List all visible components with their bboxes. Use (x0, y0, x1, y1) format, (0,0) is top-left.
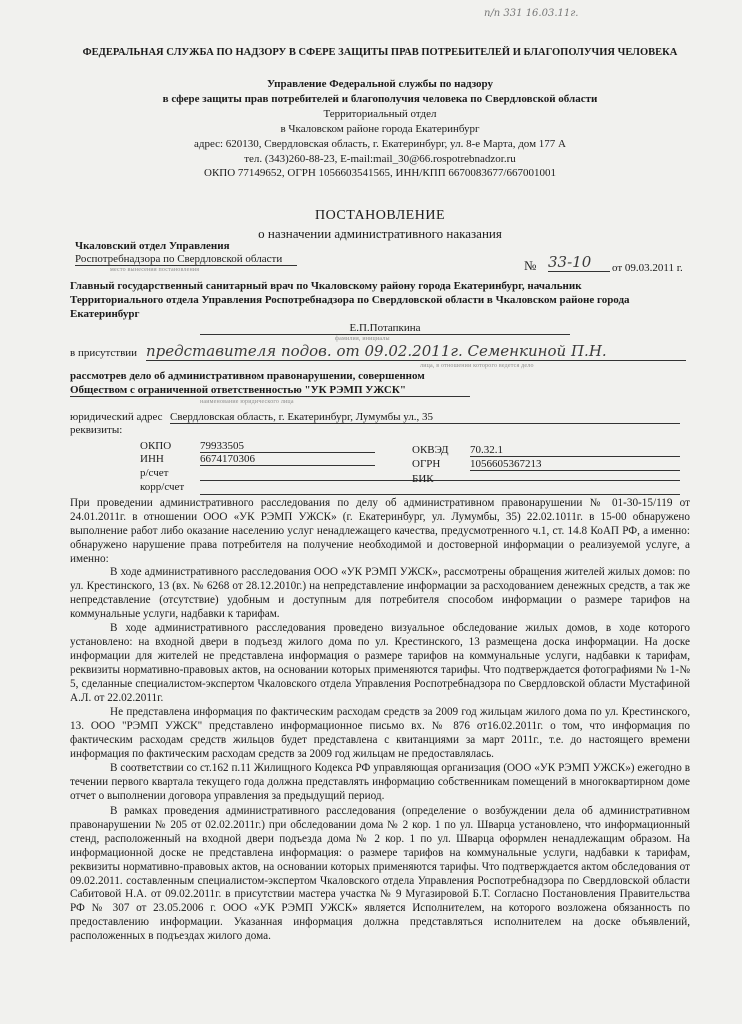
inn-label: ИНН (140, 453, 164, 465)
ogrn-value: 1056605367213 (470, 458, 680, 471)
department-line-1: Управление Федеральной службы по надзору (266, 78, 494, 90)
department-line-2: в сфере защиты прав потребителей и благополучия человека по Свердловской области (162, 93, 598, 105)
bik-label: БИК (412, 473, 434, 485)
department-line-4: в Чкаловском районе города Екатеринбург (280, 123, 480, 135)
considered-line-2: Обществом с ограниченной ответственностью "УК РЭМП УЖСК" (70, 384, 470, 397)
paragraph-5: В соответствии со ст.162 п.11 Жилищного Кодекса РФ управляющая организация (ООО «УК РЭМП УЖСК») ежегодно в течении первого квартала текущего года должна представлять информацию собственникам помещений в многоквартирном доме отчет о выполнении договора управления за предыдущий период. (70, 762, 690, 802)
legal-address-value: Свердловская область, г. Екатеринбург, Лумумбы ул., 35 (170, 411, 680, 424)
paragraph-3: В ходе административного расследования проведено визуальное обследование жилых домов, в ходе которого установлено: на входной двери в подъезд жилого дома по ул. Крестинского, 13 размещена доска информации. На доске информации для жителей не представлена информация о размере тарифов на коммунальные услуги, надбавки к тарифам, реквизиты нормативно-правовых актов, на основании которых применяются тарифы. Что подтверждается фотографиями № 1-№ 5, сделанные специалистом-экспертом Чкаловского отдела Управления Роспотребнадзора по Свердловской области Мустафиной А.Л. от 22.02.2011г. (70, 622, 690, 704)
place-caption: место вынесения постановления (110, 267, 200, 273)
department-address: адрес: 620130, Свердловская область, г. Екатеринбург, ул. 8-е Марта, дом 177 А (193, 138, 566, 150)
legal-address-label: юридический адрес (70, 411, 163, 423)
presence-caption: лица, в отношении которого ведется дело (420, 363, 534, 369)
agency-header: ФЕДЕРАЛЬНАЯ СЛУЖБА ПО НАДЗОРУ В СФЕРЕ ЗАЩИТЫ ПРАВ ПОТРЕБИТЕЛЕЙ И БЛАГОПОЛУЧИЯ ЧЕЛОВЕКА (82, 47, 678, 58)
paragraph-6: В рамках проведения административного расследования (определение о возбуждении дела об административном правонарушении № 205 от 02.02.2011г.) при обследовании дома № 2 кор. 1 по ул. Шварца установлено, что информационный стенд, расположенный на входной двери подъезда дома № 2 кор. 1 по ул. Шварца оформлен ненадлежащим образом. На информационной доске не представлена информация: о размере тарифов на коммунальные услуги, надбавки к тарифам, реквизиты нормативно-правовых актов, на основании которых применяются тарифы. Что подтверждается актом обследования от 09.02.2011. составленным специалистом-экспертом Чкаловского отдела Управления Роспотребнадзора по Свердловской области Сабитовой Н.А. от 09.02.2011г. в присутствии мастера участка № 9 Мугазировой Б.Т. Согласно Постановления Правительства РФ № 307 от 23.05.2006 г. ООО «УК РЭМП УЖСК» является Исполнителем, на которого возложена обязанность по предоставлению информации. Указанная информация должна представляться исполнителем на доске объявлений, расположенных в подъездах жилого дома. (70, 805, 690, 943)
official-line-1: Главный государственный санитарный врач по Чкаловскому району города Екатеринбург, начальник (70, 280, 582, 292)
document-subtitle: о назначении административного наказания (258, 226, 502, 241)
official-line-3: Екатеринбург (70, 308, 140, 320)
requisites-label: реквизиты: (70, 424, 123, 436)
department-phone: тел. (343)260-88-23, E-mail:mail_30@66.rospotrebnadzor.ru (244, 153, 516, 165)
ogrn-label: ОГРН (412, 458, 441, 470)
ks-value (200, 481, 680, 495)
decision-date: от 09.03.2011 г. (612, 262, 683, 274)
presence-value: представителя подов. от 09.02.2011г. Семенкиной П.Н. (146, 342, 686, 361)
okved-value: 70.32.1 (470, 444, 680, 457)
department-codes: ОКПО 77149652, ОГРН 1056603541565, ИНН/КПП 6670083677/667001001 (204, 167, 556, 179)
official-name: Е.П.Потапкина (200, 322, 570, 335)
decision-number: 33-10 (548, 253, 610, 272)
okved-label: ОКВЭД (412, 444, 449, 456)
considered-caption: наименование юридического лица (200, 399, 294, 405)
considered-line-1: рассмотрев дело об административном правонарушении, совершенном (70, 370, 425, 382)
place-line-1: Чкаловский отдел Управления (75, 240, 230, 252)
okpo-label: ОКПО (140, 440, 172, 452)
paragraph-4: Не представлена информация по фактическим расходам средств за 2009 год жильцам жилого дома по ул. Крестинского, 13. ООО "РЭМП УЖСК" представлено информационное письмо вх. № 876 от16.02.2011г. о том, что информация по фактическим расходам средств жильцов будет представлена с квитанциями за март 2011г., т.е. до настоящего времени информация по фактическим расходам средств за 2009 год жильцам не предоставлялась. (70, 706, 690, 760)
okpo-value: 79933505 (200, 440, 375, 453)
ks-label: корр/счет (140, 481, 185, 493)
department-line-3: Территориальный отдел (323, 108, 437, 120)
document-title: ПОСТАНОВЛЕНИЕ (314, 208, 446, 223)
official-line-2: Территориального отдела Управления Роспотребнадзора по Свердловской области в Чкаловском районе города (70, 294, 630, 306)
rs-label: р/счет (140, 467, 169, 479)
place-line-2: Роспотребнадзора по Свердловской области (75, 253, 297, 266)
number-label: № (524, 258, 537, 273)
official-caption: фамилия, инициалы (335, 336, 390, 342)
registration-stamp: п/п 331 16.03.11г. (484, 8, 579, 19)
paragraph-2: В ходе административного расследования ООО «УК РЭМП УЖСК», рассмотрены обращения жителей жилых домов: по ул. Крестинского, 13 (вх. № 6268 от 28.12.2010г.) на непредставление информации за расходованием денежных средств, а так же непредставление (отсутствие) удобным и доступным для потребителя способом информации о размере тарифов на коммунальные услуги, надбавки к тарифам. (70, 566, 690, 620)
paragraph-1: При проведении административного расследования по делу об административном правонарушении № 01-30-15/119 от 24.01.2011г. в отношении ООО «УК РЭМП УЖСК» (г. Екатеринбург, ул. Лумумбы, 35) 22.02.1011г. в 15-00 обнаружено выполнение работ либо оказание населению услуг ненадлежащего качества, предусмотренного ч.1, ст. 14.8 КоАП РФ, а именно: обнаружено нарушение права потребителя на получение необходимой и достоверной информации о реализуемой услуге, а именно: (70, 497, 690, 565)
inn-value: 6674170306 (200, 453, 375, 466)
presence-label: в присутствии (70, 347, 138, 359)
